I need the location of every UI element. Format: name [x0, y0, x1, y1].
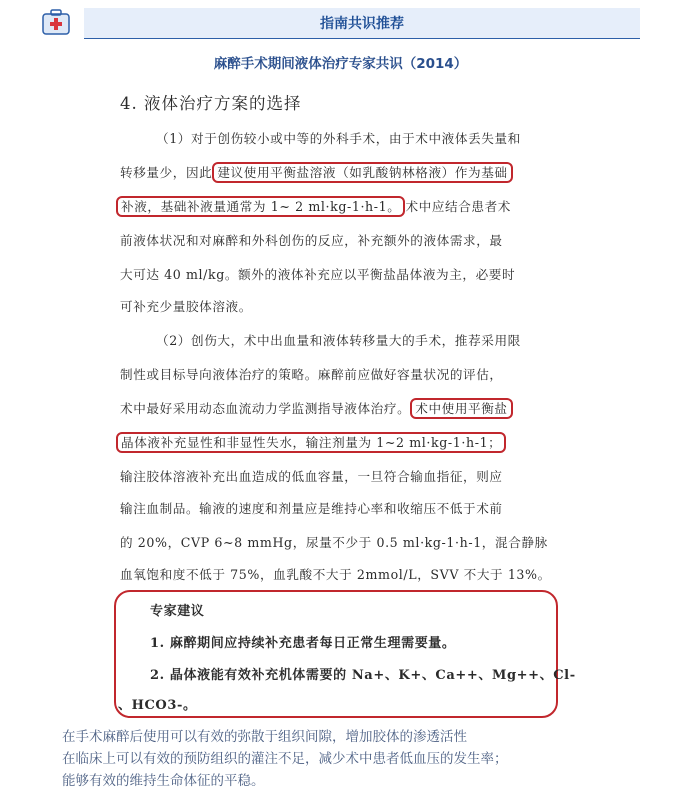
expert-item-2: 2. 晶体液能有效补充机体需要的 Na+、K+、Ca++、Mg++、Cl- [150, 668, 576, 683]
expert-title: 专家建议 [150, 604, 205, 619]
text-segment: 术中最好采用动态血流动力学监测指导液体治疗。 [120, 401, 411, 416]
expert-recommendation-box [114, 590, 576, 718]
para2-line5: 输注胶体溶液补充出血造成的低血容量，一旦符合输血指征，则应 [120, 469, 503, 484]
para1-line1: （1）对于创伤较小或中等的外科手术，由于术中液体丢失量和 [156, 131, 521, 146]
para1-line4: 前液体状况和对麻醉和外科创伤的反应，补充额外的液体需求，最 [120, 233, 503, 248]
highlight-box: 建议使用平衡盐溶液（如乳酸钠林格液）作为基础 [212, 162, 512, 183]
footer-line-3: 能够有效的维持生命体征的平稳。 [62, 773, 265, 789]
para1-line2 [120, 162, 513, 181]
footer-line-1: 在手术麻醉后使用可以有效的弥散于组织间隙，增加胶体的渗透活性 [62, 729, 467, 745]
para2-line8: 血氧饱和度不低于 75%，血乳酸不大于 2mmol/L，SVV 不大于 13%。 [120, 567, 551, 582]
footer-text [62, 726, 508, 792]
section-header [40, 6, 640, 39]
para1-line5: 大可达 40 ml/kg。额外的液体补充应以平衡盐晶体液为主，必要时 [120, 267, 516, 282]
text-segment: 术中应结合患者术 [405, 199, 511, 214]
footer-line-2: 在临床上可以有效的预防组织的灌注不足，减少术中患者低血压的发生率； [62, 751, 508, 767]
para2-line6: 输注血制品。输液的速度和剂量应是维持心率和收缩压不低于术前 [120, 501, 503, 516]
para1-line6: 可补充少量胶体溶液。 [120, 299, 252, 314]
highlight-box: 术中使用平衡盐 [410, 398, 512, 419]
scanned-guideline-page [110, 84, 580, 724]
text-segment: 转移量少，因此 [120, 165, 213, 180]
para2-line7: 的 20%，CVP 6~8 mmHg，尿量不少于 0.5 ml·kg-1·h-1，混合静脉 [120, 535, 548, 550]
section-heading: 4. 液体治疗方案的选择 [120, 94, 302, 113]
para2-line1: （2）创伤大，术中出血量和液体转移量大的手术，推荐采用限 [156, 333, 521, 348]
para2-line4 [116, 432, 506, 451]
para2-line2: 制性或目标导向液体治疗的策略。麻醉前应做好容量状况的评估， [120, 367, 503, 382]
first-aid-kit-icon [40, 6, 74, 39]
expert-item-2-cont: 、HCO3-。 [118, 698, 197, 713]
para2-line3 [120, 398, 513, 417]
highlight-box: 晶体液补充显性和非显性失水，输注剂量为 1~2 ml·kg-1·h-1； [116, 432, 506, 453]
highlight-box: 补液，基础补液量通常为 1~ 2 ml·kg-1·h-1。 [116, 196, 405, 217]
expert-item-1: 1. 麻醉期间应持续补充患者每日正常生理需要量。 [150, 636, 456, 651]
header-title: 指南共识推荐 [84, 8, 640, 39]
para1-line3 [116, 196, 511, 215]
document-title: 麻醉手术期间液体治疗专家共识（2014） [213, 56, 468, 72]
